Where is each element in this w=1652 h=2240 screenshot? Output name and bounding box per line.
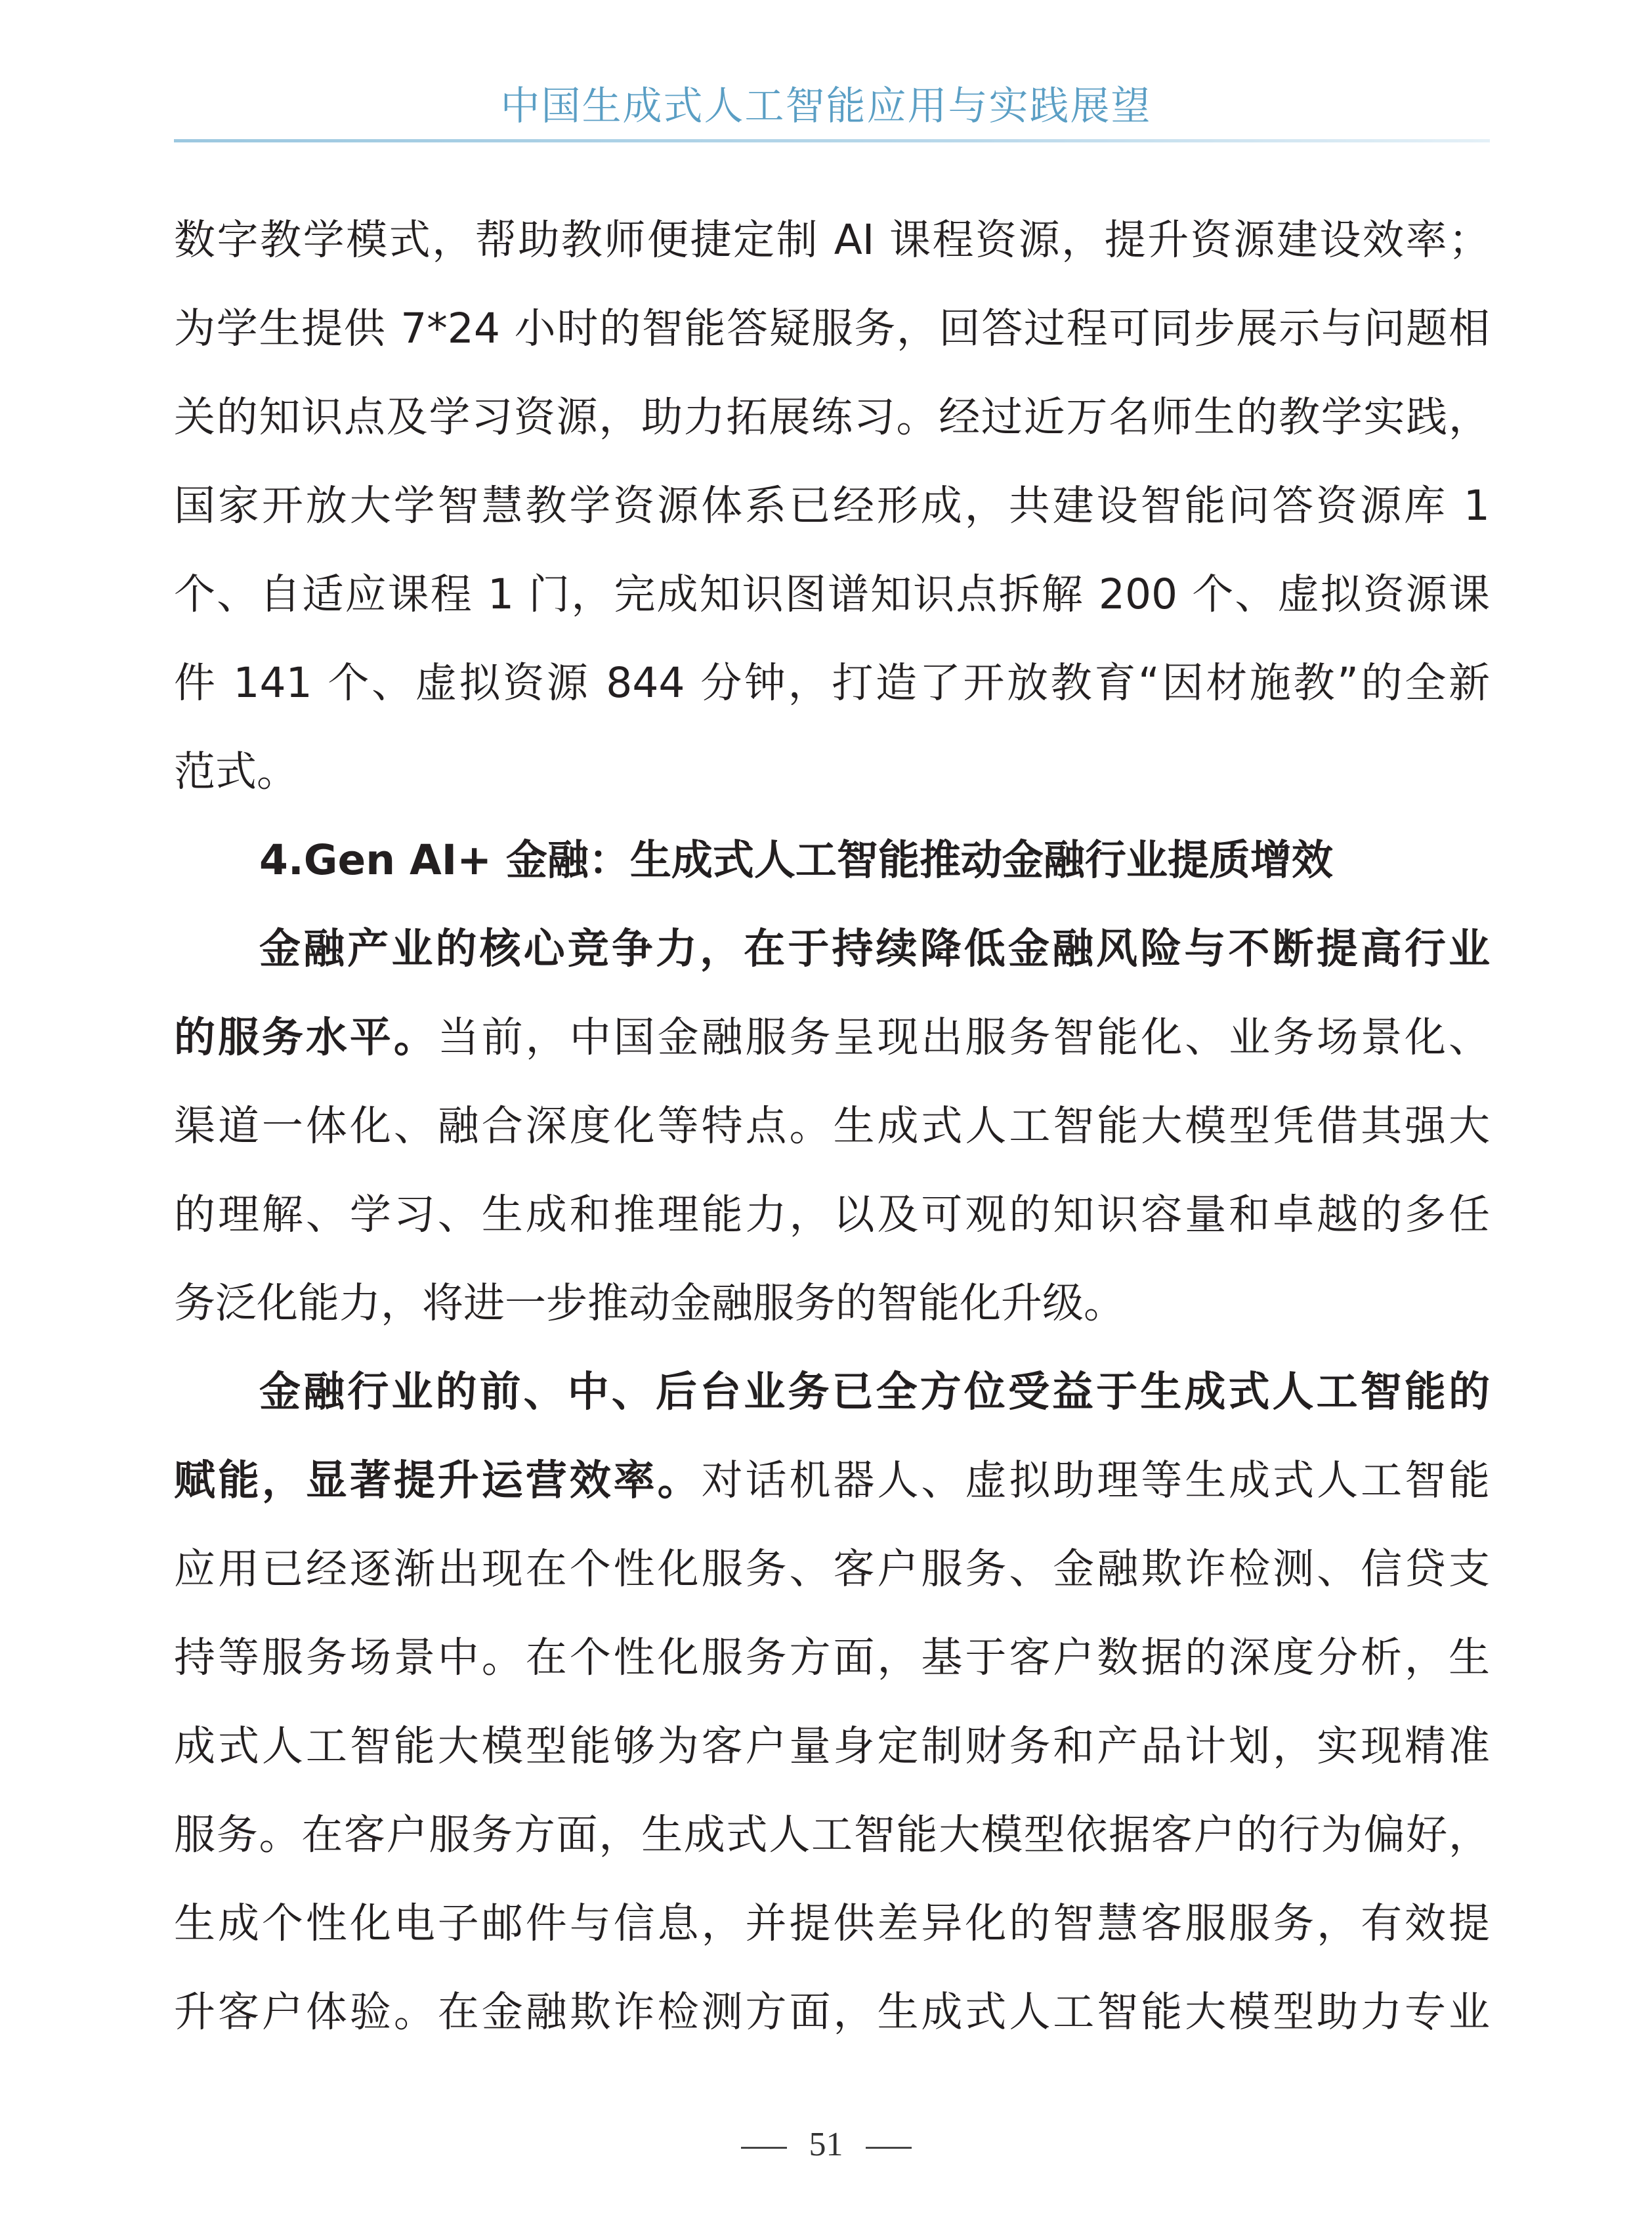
text-line: 为学生提供 7*24 小时的智能答疑服务，回答过程可同步展示与问题相 <box>174 305 1490 352</box>
body-text <box>174 196 1490 2056</box>
bold-lead-text: 赋能，显著提升运营效率。 <box>174 1456 702 1504</box>
paragraph-education-practice <box>174 196 1490 816</box>
text-span: 当前，中国金融服务呈现出服务智能化、业务场景化、 <box>437 1013 1490 1061</box>
text-line: 成式人工智能大模型能够为客户量身定制财务和产品计划，实现精准 <box>174 1722 1490 1770</box>
page-footer <box>0 2125 1652 2165</box>
text-line: 关的知识点及学习资源，助力拓展练习。经过近万名师生的教学实践， <box>174 393 1490 441</box>
text-span: 对话机器人、虚拟助理等生成式人工智能 <box>701 1456 1490 1504</box>
text-line: 个、自适应课程 1 门，完成知识图谱知识点拆解 200 个、虚拟资源课 <box>174 570 1490 618</box>
footer-dash-left <box>741 2147 787 2149</box>
text-line: 服务。在客户服务方面，生成式人工智能大模型依据客户的行为偏好， <box>174 1811 1490 1859</box>
text-line: 务泛化能力，将进一步推动金融服务的智能化升级。 <box>174 1279 1125 1327</box>
text-line-bold: 金融行业的前、中、后台业务已全方位受益于生成式人工智能的 <box>259 1368 1490 1416</box>
footer-dash-right <box>866 2147 912 2149</box>
text-line: 的理解、学习、生成和推理能力，以及可观的知识容量和卓越的多任 <box>174 1191 1490 1238</box>
text-line: 应用已经逐渐出现在个性化服务、客户服务、金融欺诈检测、信贷支 <box>174 1545 1490 1593</box>
text-line <box>174 1436 1490 1525</box>
paragraph-finance-operations <box>174 1347 1490 2056</box>
page-number: 51 <box>809 2126 843 2163</box>
text-line <box>174 993 1490 1082</box>
text-line: 生成个性化电子邮件与信息，并提供差异化的智慧客服服务，有效提 <box>174 1899 1490 1947</box>
text-line: 范式。 <box>174 748 298 795</box>
text-line: 件 141 个、虚拟资源 844 分钟，打造了开放教育“因材施教”的全新 <box>174 659 1490 707</box>
header-divider-rule <box>174 139 1490 142</box>
text-line: 持等服务场景中。在个性化服务方面，基于客户数据的深度分析，生 <box>174 1634 1490 1681</box>
bold-lead-text: 的服务水平。 <box>174 1013 438 1061</box>
text-line: 国家开放大学智慧教学资源体系已经形成，共建设智能问答资源库 1 <box>174 482 1490 530</box>
text-line-bold: 金融产业的核心竞争力，在于持续降低金融风险与不断提高行业 <box>259 925 1490 973</box>
text-line: 渠道一体化、融合深度化等特点。生成式人工智能大模型凭借其强大 <box>174 1102 1490 1150</box>
paragraph-finance-competitiveness <box>174 904 1490 1347</box>
running-header-title: 中国生成式人工智能应用与实践展望 <box>500 83 1152 129</box>
section-heading-finance: 4.Gen AI+ 金融：生成式人工智能推动金融行业提质增效 <box>259 836 1333 884</box>
text-line: 数字教学模式，帮助教师便捷定制 AI 课程资源，提升资源建设效率； <box>174 216 1490 264</box>
text-line: 升客户体验。在金融欺诈检测方面，生成式人工智能大模型助力专业 <box>174 1988 1490 2036</box>
